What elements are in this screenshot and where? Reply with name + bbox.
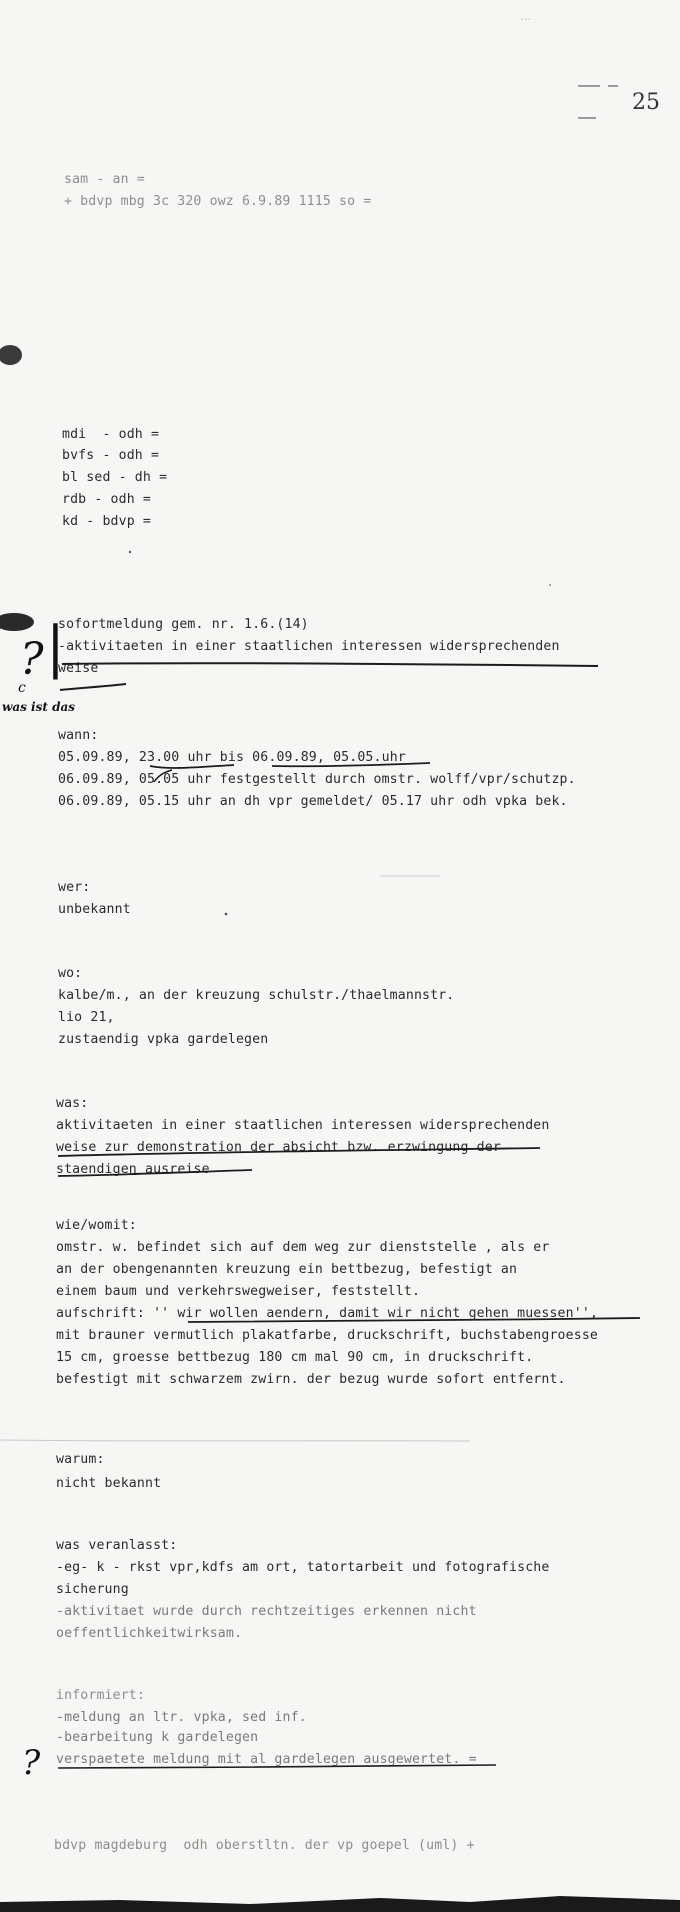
routing-line-2: + bdvp mbg 3c 320 owz 6.9.89 1115 so =	[64, 194, 372, 209]
recipient-item: kd - bdvp =	[62, 514, 151, 529]
wie-line-3: einem baum und verkehrswegweiser, feststellt.	[56, 1284, 421, 1299]
wie-line-1: omstr. w. befindet sich auf dem weg zur dienststelle , als er	[56, 1240, 550, 1255]
handwritten-question-mark-bottom: ?	[22, 1743, 41, 1783]
handwritten-note-was-ist-das: was ist das	[2, 700, 75, 714]
scan-speck	[129, 551, 131, 553]
stamp-dash-marks	[578, 86, 618, 118]
informiert-line-1: -meldung an ltr. vpka, sed inf.	[56, 1710, 307, 1725]
subject-underline	[62, 663, 598, 666]
veranlasst-line-4: oeffentlichkeitwirksam.	[56, 1626, 243, 1641]
ink-smudge	[0, 613, 34, 631]
subject-line-2: -aktivitaeten in einer staatlichen interessen widersprechenden	[58, 639, 560, 654]
wo-label: wo:	[58, 966, 83, 981]
wo-line-1: kalbe/m., an der kreuzung schulstr./thaelmannstr.	[58, 988, 455, 1003]
faint-archive-stamp: …	[520, 10, 531, 23]
scan-bottom-edge	[0, 1896, 680, 1912]
informiert-line-2: -bearbeitung k gardelegen	[56, 1730, 259, 1745]
informiert-line-3: verspaetete meldung mit al gardelegen ausgewertet. =	[56, 1752, 477, 1767]
pen-tick	[154, 770, 172, 782]
wie-line-4: aufschrift: '' wir wollen aendern, damit wir nicht gehen muessen'',	[56, 1306, 598, 1321]
routing-line-1: sam - an =	[64, 172, 145, 187]
was-underline-2	[58, 1170, 252, 1176]
veranlasst-line-3: -aktivitaet wurde durch rechtzeitiges erkennen nicht	[56, 1604, 477, 1619]
weise-underline	[60, 684, 126, 690]
aufschrift-underline	[188, 1318, 640, 1322]
subject-line-1: sofortmeldung gem. nr. 1.6.(14)	[58, 617, 309, 632]
recipient-item: rdb - odh =	[62, 492, 151, 507]
wann-label: wann:	[58, 728, 99, 743]
wann-line-3: 06.09.89, 05.15 uhr an dh vpr gemeldet/ 05.17 uhr odh vpka bek.	[58, 794, 568, 809]
was-line-1: aktivitaeten in einer staatlichen interessen widersprechenden	[56, 1118, 550, 1133]
was-line-3: staendigen ausreise	[56, 1162, 210, 1177]
wie-line-7: befestigt mit schwarzem zwirn. der bezug wurde sofort entfernt.	[56, 1372, 566, 1387]
warum-value: nicht bekannt	[56, 1476, 162, 1491]
wann-line-2: 06.09.89, 05.05 uhr festgestellt durch omstr. wolff/vpr/schutzp.	[58, 772, 576, 787]
warum-label: warum:	[56, 1452, 105, 1467]
handwritten-margin-bracket: |	[46, 615, 65, 680]
veranlasst-line-1: -eg- k - rkst vpr,kdfs am ort, tatortarbeit und fotografische	[56, 1560, 550, 1575]
wann-date-end: 06.09.89, 05.05.uhr	[252, 750, 406, 765]
wer-label: wer:	[58, 880, 91, 895]
wo-line-2: lio 21,	[58, 1010, 115, 1025]
informiert-underline	[58, 1765, 496, 1768]
handwritten-c: c	[18, 680, 26, 696]
time-underline	[150, 765, 234, 768]
was-label: was:	[56, 1096, 89, 1111]
wer-value: unbekannt	[58, 902, 131, 917]
handwritten-question-mark: ?	[20, 634, 44, 685]
veranlasst-label: was veranlasst:	[56, 1538, 178, 1553]
page-number: 25	[632, 90, 660, 115]
recipient-item: bvfs - odh =	[62, 448, 160, 463]
wann-time-start: 23.00 uhr	[138, 750, 212, 765]
date-end-underline	[272, 763, 430, 766]
wie-label: wie/womit:	[56, 1218, 137, 1233]
wie-line-2: an der obengenannten kreuzung ein bettbezug, befestigt an	[56, 1262, 518, 1277]
scan-rule	[0, 1440, 470, 1441]
wie-line-6: 15 cm, groesse bettbezug 180 cm mal 90 cm, in druckschrift.	[56, 1350, 534, 1365]
was-line-2: weise zur demonstration der absicht bzw. erzwingung der	[56, 1140, 501, 1155]
informiert-label: informiert:	[56, 1688, 145, 1703]
wo-line-3: zustaendig vpka gardelegen	[58, 1032, 269, 1047]
recipient-item: mdi - odh =	[62, 427, 160, 442]
was-underline-1	[58, 1148, 540, 1156]
veranlasst-line-2: sicherung	[56, 1582, 129, 1597]
subject-line-3: weise	[58, 661, 99, 676]
wann-bis: bis	[211, 750, 253, 765]
wann-date-start: 05.09.89,	[58, 750, 139, 765]
footer-signature: bdvp magdeburg odh oberstltn. der vp goepel (uml) +	[54, 1838, 475, 1853]
ink-smudge	[0, 345, 22, 365]
scan-speck	[549, 584, 551, 586]
wie-line-5: mit brauner vermutlich plakatfarbe, druckschrift, buchstabengroesse	[56, 1328, 598, 1343]
recipient-item: bl sed - dh =	[62, 470, 168, 485]
scan-speck	[225, 913, 228, 916]
